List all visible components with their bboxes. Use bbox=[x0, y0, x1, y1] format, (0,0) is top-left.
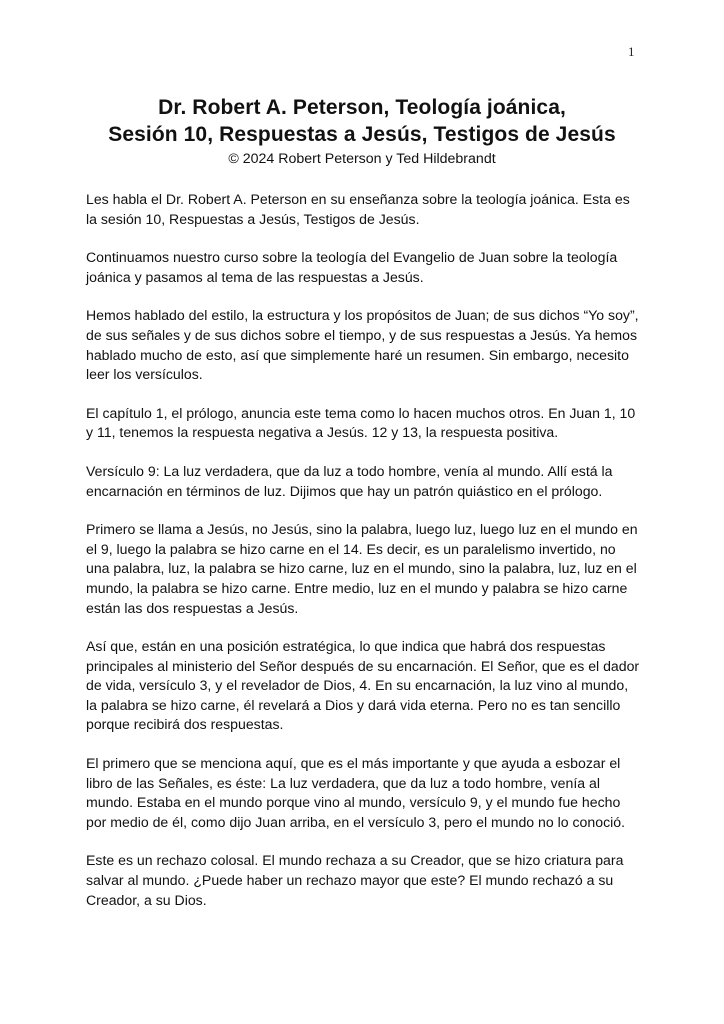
paragraph-5: Versículo 9: La luz verdadera, que da luz a todo hombre, venía al mundo. Allí está la encarnación en términos de luz. Dijimos que hay un patrón quiástico en el prólogo. bbox=[86, 462, 613, 499]
page-number: 1 bbox=[628, 44, 635, 59]
title-line-2: Sesión 10, Respuestas a Jesús, Testigos de Jesús bbox=[108, 123, 616, 146]
paragraph-3: Hemos hablado del estilo, la estructura y los propósitos de Juan; de sus dichos “Yo soy”, de sus señales y de sus dichos sobre el tiempo, y de sus respuestas a Jesús. Ya hemos hablado mucho de esto, así que simplemente haré un resumen. Sin embargo, necesito leer los versículos. bbox=[86, 307, 639, 383]
paragraph-9: Este es un rechazo colosal. El mundo rechaza a su Creador, que se hizo criatura para salvar al mundo. ¿Puede haber un rechazo mayor que este? El mundo rechazó a su Creador, a su Dios. bbox=[86, 852, 624, 908]
paragraph-4: El capítulo 1, el prólogo, anuncia este tema como lo hacen muchos otros. En Juan 1, 10 y 11, tenemos la respuesta negativa a Jesús. 12 y 13, la respuesta positiva. bbox=[86, 404, 636, 441]
title-line-1: Dr. Robert A. Peterson, Teología joánica, bbox=[158, 96, 566, 119]
paragraph-8: El primero que se menciona aquí, que es el más importante y que ayuda a esbozar el libro de las Señales, es éste: La luz verdadera, que da luz a todo hombre, venía al mundo. Estaba en el mundo porque vino al mundo, versículo 9, y el mundo fue hecho por medio de él, como dijo Juan arriba, en el versículo 3, pero el mundo no lo conoció. bbox=[86, 755, 626, 830]
paragraph-1: Les habla el Dr. Robert A. Peterson en su enseñanza sobre la teología joánica. Esta es la sesión 10, Respuestas a Jesús, Testigos de Jesús. bbox=[86, 191, 630, 227]
document-body bbox=[86, 190, 642, 929]
copyright-line: © 2024 Robert Peterson y Ted Hildebrandt bbox=[228, 151, 496, 167]
document-header bbox=[0, 94, 724, 169]
paragraph-7: Así que, están en una posición estratégica, lo que indica que habrá dos respuestas principales al ministerio del Señor después de su encarnación. El Señor, que es el dador de vida, versículo 3, y el revelador de Dios, 4. En su encarnación, la luz vino al mundo, la palabra se hizo carne, él revelará a Dios y dará vida eterna. Pero no es tan sencillo porque recibirá dos respuestas. bbox=[86, 638, 640, 733]
paragraph-6: Primero se llama a Jesús, no Jesús, sino la palabra, luego luz, luego luz en el mundo en el 9, luego la palabra se hizo carne en el 14. Es decir, es un paralelismo invertido, no una palabra, luz, la palabra se hizo carne, luz en el mundo, sino la palabra, luz, luz en el mundo, la palabra se hizo carne. Entre medio, luz en el mundo y palabra se hizo carne están las dos respuestas a Jesús. bbox=[86, 521, 638, 616]
paragraph-2: Continuamos nuestro curso sobre la teología del Evangelio de Juan sobre la teología joánica y pasamos al tema de las respuestas a Jesús. bbox=[86, 249, 618, 285]
